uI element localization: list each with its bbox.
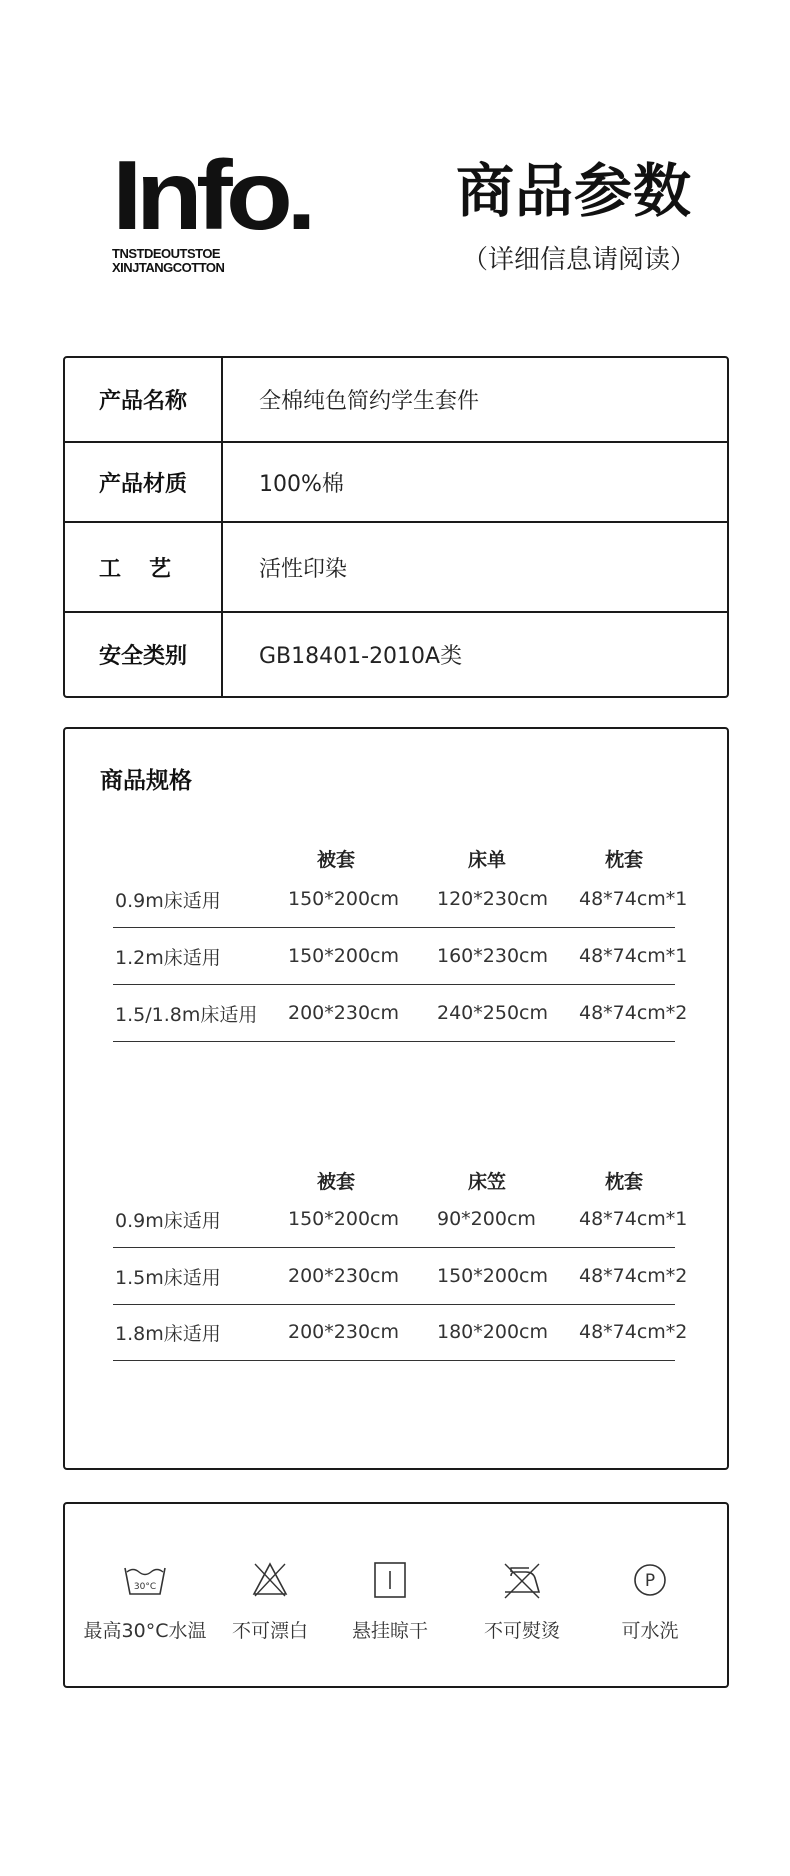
attribute-row	[65, 443, 727, 523]
table-cell: 150*200cm	[288, 888, 399, 910]
no-iron-icon	[499, 1560, 545, 1600]
care-label: 可水洗	[621, 1620, 679, 1642]
attribute-value: 活性印染	[259, 556, 348, 582]
column-header: 被套	[317, 849, 356, 871]
column-header: 被套	[317, 1171, 356, 1193]
table-cell: 120*230cm	[437, 888, 548, 910]
table-cell: 180*200cm	[437, 1321, 548, 1343]
table-row	[113, 1304, 688, 1361]
table-row	[113, 1191, 688, 1248]
table-cell: 48*74cm*2	[579, 1321, 688, 1343]
table-cell: 240*250cm	[437, 1002, 548, 1024]
attribute-key: 产品材质	[65, 443, 223, 521]
bed-size-cell: 1.5/1.8m床适用	[115, 1003, 258, 1026]
hang-dry-icon	[367, 1560, 413, 1600]
spec-title: 商品规格	[100, 768, 192, 794]
attribute-row	[65, 523, 727, 613]
bed-size-cell: 1.8m床适用	[115, 1322, 221, 1345]
attribute-row	[65, 358, 727, 443]
info-logo: Info.	[112, 140, 311, 250]
care-item	[457, 1504, 587, 1686]
attribute-key: 工艺	[65, 523, 223, 611]
dry-clean-p-icon	[627, 1560, 673, 1600]
page-subtitle: （详细信息请阅读）	[462, 245, 697, 275]
attribute-row	[65, 613, 727, 696]
column-header: 床笠	[468, 1171, 507, 1193]
attribute-key: 安全类别	[65, 613, 223, 696]
table-cell: 150*200cm	[288, 945, 399, 967]
table-row	[113, 1248, 688, 1305]
table-cell: 48*74cm*1	[579, 888, 688, 910]
logo-subtitle-line2: XINJTANGCOTTON	[112, 260, 225, 275]
no-bleach-icon	[247, 1560, 293, 1600]
care-label: 不可熨烫	[483, 1620, 561, 1642]
bed-size-cell: 0.9m床适用	[115, 1209, 221, 1232]
table-cell: 150*200cm	[437, 1265, 548, 1287]
wash-30-icon	[122, 1560, 168, 1600]
care-label: 最高30°C水温	[83, 1620, 207, 1642]
table-cell: 48*74cm*2	[579, 1265, 688, 1287]
table-cell: 200*230cm	[288, 1265, 399, 1287]
care-item	[335, 1504, 445, 1686]
wash-temperature-label: 30°C	[133, 1582, 157, 1592]
table-cell: 48*74cm*1	[579, 945, 688, 967]
care-label: 不可漂白	[231, 1620, 309, 1642]
table-cell: 160*230cm	[437, 945, 548, 967]
care-item	[595, 1504, 705, 1686]
column-header: 枕套	[605, 849, 644, 871]
table-cell: 48*74cm*1	[579, 1208, 688, 1230]
table-cell: 48*74cm*2	[579, 1002, 688, 1024]
care-symbol-letter: P	[644, 1571, 656, 1591]
bed-size-cell: 1.2m床适用	[115, 946, 221, 969]
bed-size-cell: 1.5m床适用	[115, 1266, 221, 1289]
logo-subtitle	[112, 247, 224, 275]
care-instructions	[63, 1502, 729, 1688]
attribute-value: 全棉纯色简约学生套件	[259, 389, 480, 414]
table-row	[113, 985, 688, 1042]
spec-section	[63, 727, 729, 1470]
product-attributes-table	[63, 356, 729, 698]
logo-subtitle-line1: TNSTDEOUTSTOE	[112, 246, 221, 261]
table-cell: 90*200cm	[437, 1208, 536, 1230]
table-row	[113, 871, 688, 928]
table-row	[113, 928, 688, 985]
table-cell: 150*200cm	[288, 1208, 399, 1230]
care-label: 悬挂晾干	[351, 1620, 429, 1642]
attribute-key: 产品名称	[65, 358, 223, 441]
column-header: 床单	[468, 849, 507, 871]
page-title: 商品参数	[456, 157, 693, 225]
column-header: 枕套	[605, 1171, 644, 1193]
table-cell: 200*230cm	[288, 1321, 399, 1343]
attribute-value: 100%棉	[259, 471, 344, 497]
bed-size-cell: 0.9m床适用	[115, 889, 221, 912]
care-item	[215, 1504, 325, 1686]
care-item	[85, 1504, 205, 1686]
table-cell: 200*230cm	[288, 1002, 399, 1024]
attribute-value: GB18401-2010A类	[259, 644, 463, 669]
